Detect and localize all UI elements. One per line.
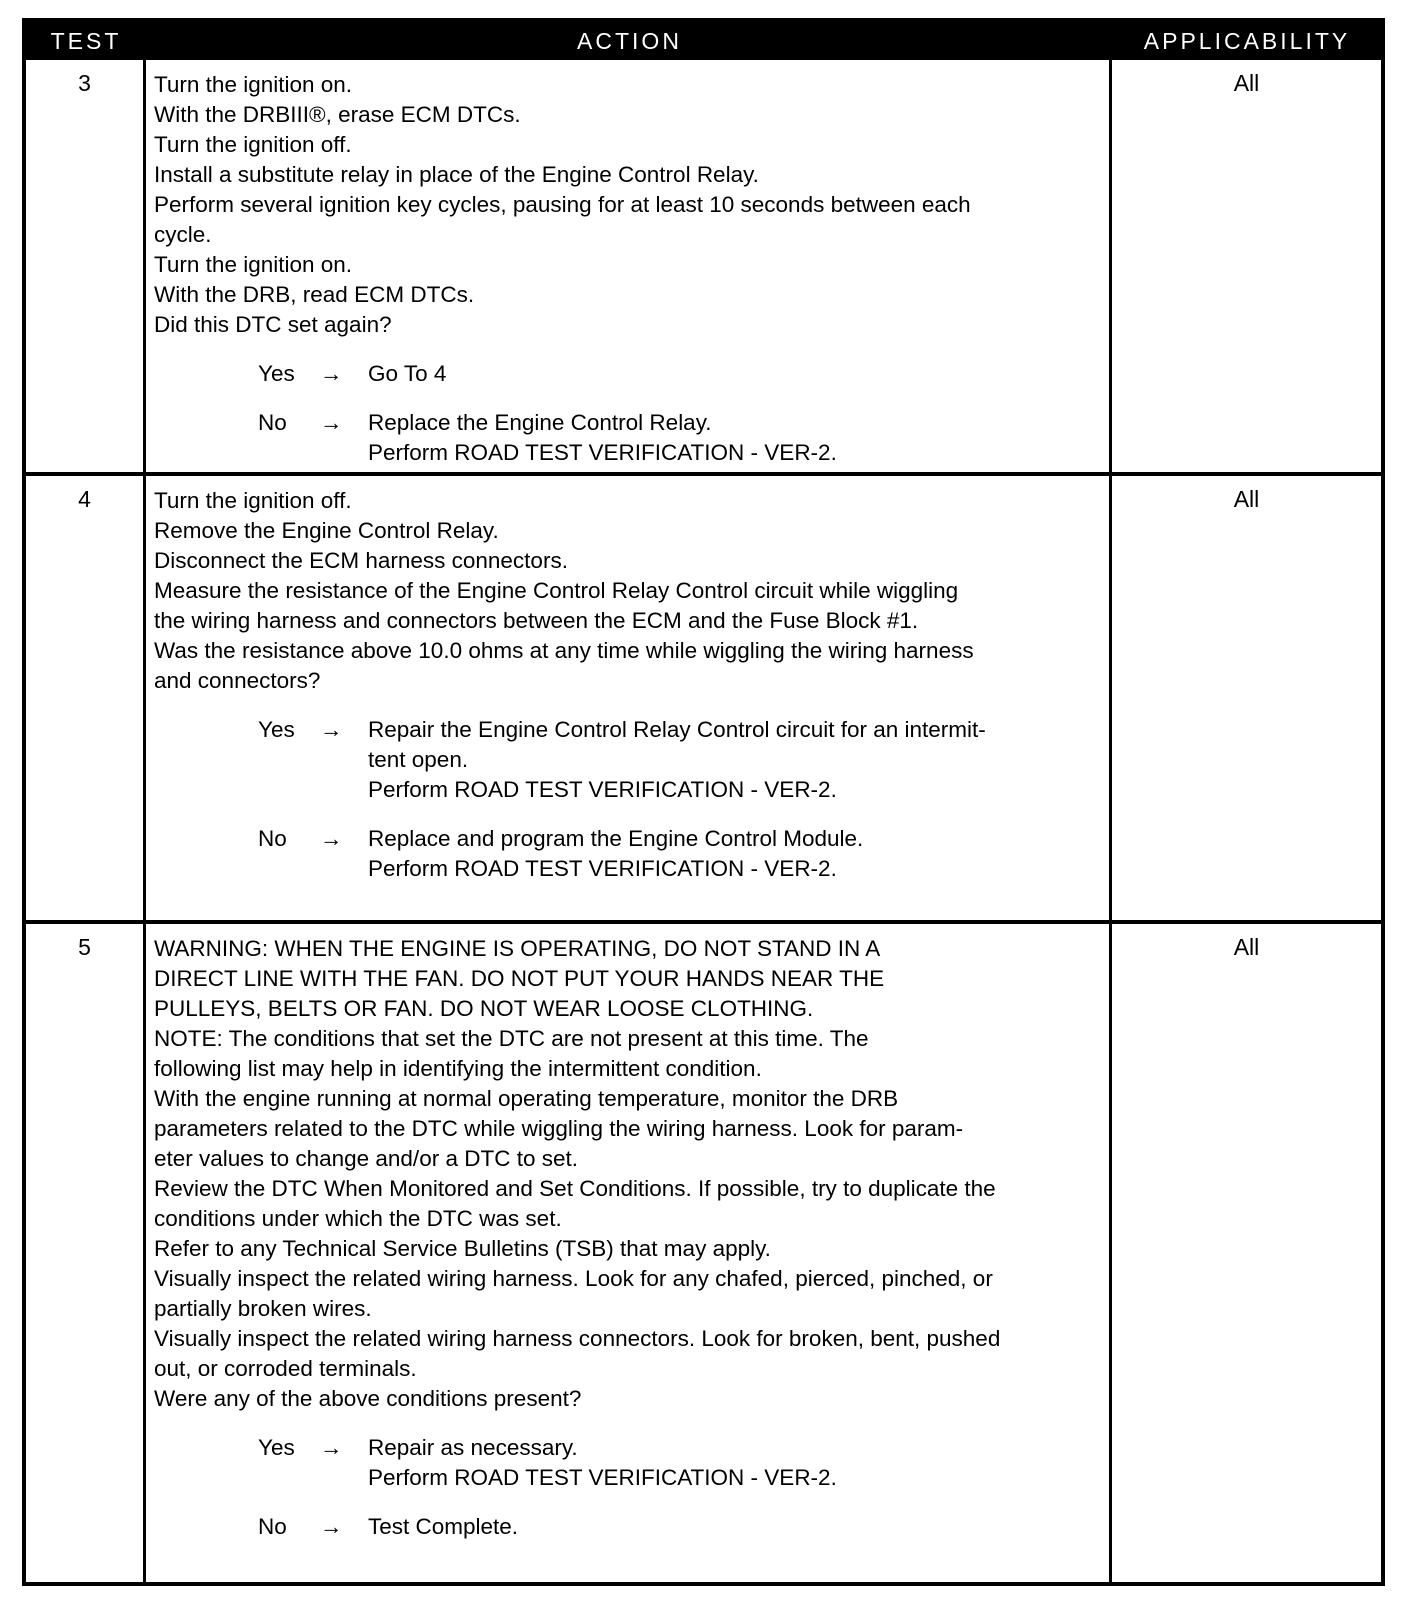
no-label: No (258, 1514, 287, 1539)
action-line: Review the DTC When Monitored and Set Conditions. If possible, try to duplicate the (154, 1176, 996, 1201)
spacer (154, 1414, 1101, 1433)
action-line: following list may help in identifying the intermittent condition. (154, 1056, 762, 1081)
yes-label: Yes (258, 361, 295, 386)
arrow-right-icon: → (320, 1514, 343, 1539)
test-row (26, 60, 1381, 476)
action-line: Were any of the above conditions present? (154, 1386, 582, 1411)
applicability: All (1233, 70, 1260, 96)
yes-action-text: tent open. (368, 747, 469, 772)
action-line: Disconnect the ECM harness connectors. (154, 548, 568, 573)
arrow-right-icon: → (320, 361, 343, 386)
applicability: All (1233, 486, 1260, 512)
spacer (154, 805, 1101, 824)
no-action-text: Replace and program the Engine Control Module. (368, 826, 864, 851)
spacer (154, 696, 1101, 715)
no-label: No (258, 826, 287, 851)
action-line: With the DRB, read ECM DTCs. (154, 282, 475, 307)
spacer (154, 389, 1101, 408)
header-test: TEST (50, 28, 122, 54)
test-number: 3 (26, 60, 146, 472)
arrow-right-icon: → (320, 826, 343, 851)
yes-label: Yes (258, 717, 295, 742)
header-action: ACTION (577, 28, 682, 54)
action-line: NOTE: The conditions that set the DTC are not present at this time. The (154, 1026, 869, 1051)
spacer (154, 1493, 1101, 1512)
no-response (154, 1512, 1101, 1542)
yes-action-text: Go To 4 (368, 361, 447, 386)
yes-label: Yes (258, 1435, 295, 1460)
action-line: WARNING: WHEN THE ENGINE IS OPERATING, DO NOT STAND IN A (154, 936, 881, 961)
action-line: Was the resistance above 10.0 ohms at any time while wiggling the wiring harness (154, 638, 974, 663)
spacer (154, 340, 1101, 359)
no-response (154, 824, 1101, 854)
diagnostic-test-table (22, 18, 1385, 1586)
yes-response (154, 1433, 1101, 1463)
arrow-right-icon: → (320, 1435, 343, 1460)
action-line: and connectors? (154, 668, 321, 693)
header-applicability: APPLICABILITY (1143, 28, 1351, 54)
action-line: Perform several ignition key cycles, pausing for at least 10 seconds between each (154, 192, 971, 217)
action-line: DIRECT LINE WITH THE FAN. DO NOT PUT YOUR HANDS NEAR THE (154, 966, 885, 991)
test-row (26, 924, 1381, 1582)
action-line: Turn the ignition on. (154, 72, 353, 97)
action-line: partially broken wires. (154, 1296, 372, 1321)
applicability: All (1233, 934, 1260, 960)
action-line: Visually inspect the related wiring harness connectors. Look for broken, bent, pushed (154, 1326, 1001, 1351)
action-line: cycle. (154, 222, 212, 247)
yes-action-text: Perform ROAD TEST VERIFICATION - VER-2. (368, 1465, 837, 1490)
yes-action-text: Repair the Engine Control Relay Control circuit for an intermit- (368, 717, 986, 742)
action-line: Turn the ignition on. (154, 252, 353, 277)
action-line: conditions under which the DTC was set. (154, 1206, 562, 1231)
action-line: the wiring harness and connectors between the ECM and the Fuse Block #1. (154, 608, 919, 633)
action-line: Install a substitute relay in place of the Engine Control Relay. (154, 162, 759, 187)
action-line: Turn the ignition off. (154, 132, 352, 157)
action-cell (146, 924, 1112, 1582)
action-line: With the engine running at normal operating temperature, monitor the DRB (154, 1086, 899, 1111)
test-number: 5 (26, 924, 146, 1582)
action-line: Refer to any Technical Service Bulletins (TSB) that may apply. (154, 1236, 771, 1261)
no-label: No (258, 410, 287, 435)
yes-action-text: Perform ROAD TEST VERIFICATION - VER-2. (368, 777, 837, 802)
yes-response (154, 359, 1101, 389)
yes-action-text: Repair as necessary. (368, 1435, 578, 1460)
table-header (26, 22, 1381, 60)
action-line: Visually inspect the related wiring harness. Look for any chafed, pierced, pinched, or (154, 1266, 993, 1291)
test-number: 4 (26, 476, 146, 920)
action-line: Turn the ignition off. (154, 488, 352, 513)
action-line: Did this DTC set again? (154, 312, 392, 337)
action-cell (146, 60, 1112, 472)
no-action-text: Replace the Engine Control Relay. (368, 410, 712, 435)
action-line: Measure the resistance of the Engine Control Relay Control circuit while wiggling (154, 578, 959, 603)
no-response (154, 408, 1101, 438)
action-line: out, or corroded terminals. (154, 1356, 417, 1381)
action-line: eter values to change and/or a DTC to set. (154, 1146, 578, 1171)
action-line: With the DRBIII®, erase ECM DTCs. (154, 102, 521, 127)
action-line: Remove the Engine Control Relay. (154, 518, 499, 543)
action-cell (146, 476, 1112, 920)
no-action-text: Test Complete. (368, 1514, 519, 1539)
arrow-right-icon: → (320, 717, 343, 742)
test-row (26, 476, 1381, 924)
yes-response (154, 715, 1101, 745)
no-action-text: Perform ROAD TEST VERIFICATION - VER-2. (368, 440, 837, 465)
arrow-right-icon: → (320, 410, 343, 435)
action-line: PULLEYS, BELTS OR FAN. DO NOT WEAR LOOSE CLOTHING. (154, 996, 814, 1021)
no-action-text: Perform ROAD TEST VERIFICATION - VER-2. (368, 856, 837, 881)
action-line: parameters related to the DTC while wiggling the wiring harness. Look for param- (154, 1116, 964, 1141)
